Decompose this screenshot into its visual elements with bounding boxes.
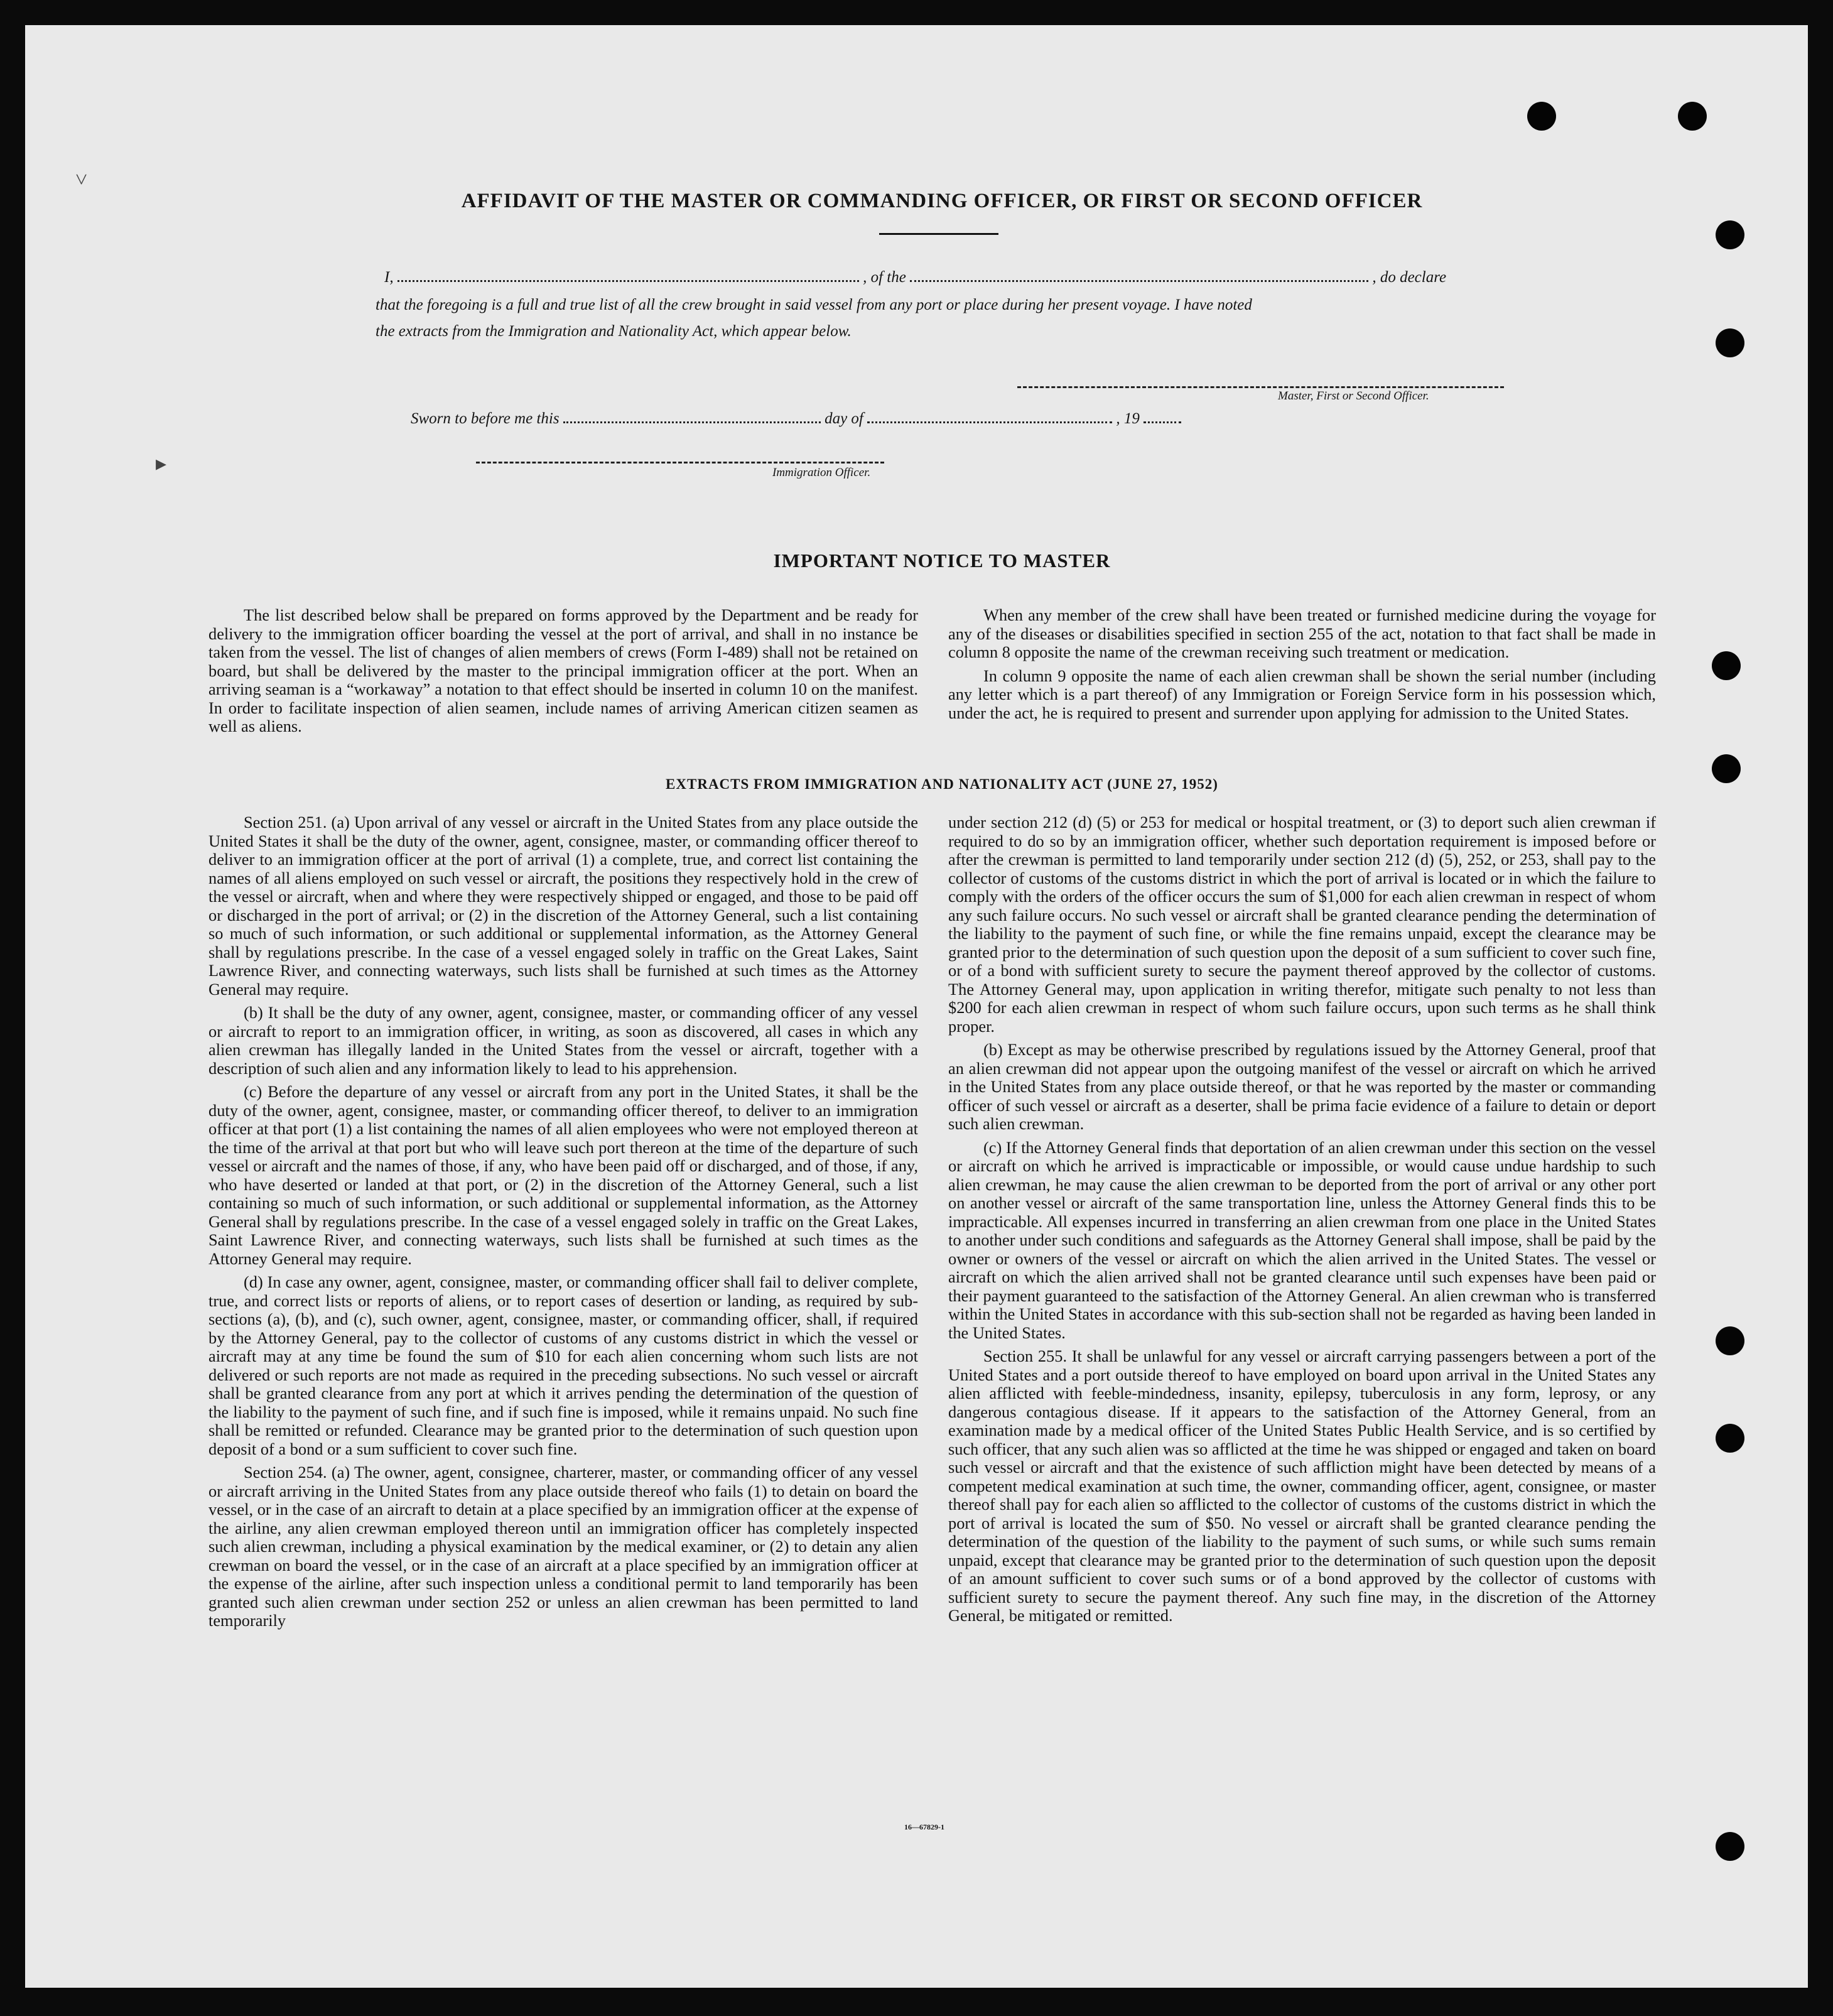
declaration-text-2: the extracts from the Immigration and Nationality Act, which appear below. [376,323,852,340]
section-251b: (b) It shall be the duty of any owner, agent, consignee, master, or commanding officer of any vessel or aircraft to report to an immigration officer, in writing, as soon as discovered, all cases in which any alien crewman has illegally landed in the United States from the vessel or aircraft, together with a description of such alien and any information likely to lead to his apprehension. [208,1003,918,1078]
section-254c: (c) If the Attorney General finds that deportation of an alien crewman under this section on the vessel or aircraft on which he arrived is impracticable or impossible, or would cause undue hardship to such alien crewman, he may cause the alien crewman to be deported from the port of arrival or any other port on another vessel or aircraft of the same transportation line, unless the Attorney General finds this to be impracticable. All expenses incurred in transferring an alien crewman from one place in the United States to another under such conditions and safeguards as the Attorney General shall impose, shall be paid by the owner or owners of the vessel or aircraft on which the alien arrived in the United States. The vessel or aircraft on which the alien arrived shall not be granted clearance until such expenses have been paid or their payment guaranteed to the satisfaction of the Attorney General. An alien crewman who is transferred within the United States in accordance with this sub-section shall not be regarded as having been landed in the United States. [948,1137,1656,1342]
sworn-place-field[interactable] [563,419,821,423]
notice-paragraph: In column 9 opposite the name of each alien crewman shall be shown the serial number (including any letter which is a part thereof) of any Immigration or Foreign Service form in his possession which, under the act, he is required to present and surrender upon applying for admission to the United States. [948,666,1656,722]
master-signature-label: Master, First or Second Officer. [1278,389,1429,403]
punch-hole [1716,1832,1744,1861]
punch-hole [1716,1424,1744,1453]
notice-title: IMPORTANT NOTICE TO MASTER [773,550,1111,572]
punch-hole [1716,1326,1744,1355]
year-prefix: , 19 [1116,410,1140,427]
sworn-date-field[interactable] [867,419,1112,423]
declarant-name-field[interactable] [397,278,859,282]
declaration-text-1: that the foregoing is a full and true list of all the crew brought in said vessel from any port or place during her present voyage. I have noted [376,296,1252,313]
declaration-line [384,269,1446,286]
sworn-line [411,410,1181,428]
extracts-title: EXTRACTS FROM IMMIGRATION AND NATIONALITY ACT (JUNE 27, 1952) [666,776,1218,792]
punch-hole [1712,651,1741,680]
notice-paragraph: When any member of the crew shall have been treated or furnished medicine during the voyage for any of the diseases or disabilities specified in section 255 of the act, notation to that fact shall be made in column 8 opposite the name of the crewman receiving such treatment or medication. [948,605,1656,661]
margin-mark: ˅ [75,168,88,192]
day-of-text: day of [825,410,863,427]
section-251c: (c) Before the departure of any vessel or aircraft from any port in the United States, it shall be the duty of the owner, agent, consignee, master, or commanding officer thereof, to deliver to an immigration officer at that port (1) a list containing the names of all alien employees who were not employed thereon at the time of the arrival at that port but who will leave such port thereon at the time of the departure of such vessel or aircraft and the names of those, if any, who have been paid off or discharged, and of those, if any, who have deserted or landed at that port, or (2) in the discretion of the Attorney General, such a list containing so much of such information, or such additional or supplemental information, as the Attorney General shall by regulations prescribe. In the case of a vessel engaged solely in traffic on the Great Lakes, Saint Lawrence River, and connecting waterways, such lists shall be furnished at such times as the Attorney General may require. [208,1082,918,1268]
section-254a: Section 254. (a) The owner, agent, consignee, charterer, master, or commanding officer of any vessel or aircraft arriving in the United States from any place outside thereof who fails (1) to detain on board the vessel, or in the case of an aircraft to detain at a place specified by an immigration officer at the expense of the airline, any alien crewman employed thereon until an immigration officer has completely inspected such alien crewman, including a physical examination by the medical examiner, or (2) to detain any alien crewman on board the vessel, or in the case of an aircraft at a place specified by an immigration officer at the expense of the airline, after such inspection unless a conditional permit to land temporarily has been granted such alien crewman under section 252 or unless an alien crewman has been permitted to land temporarily [208,1463,918,1630]
notice-right-column [948,606,1656,727]
officer-signature-line[interactable] [476,462,884,463]
punch-hole [1716,220,1744,249]
punch-hole [1716,328,1744,357]
sworn-text: Sworn to before me this [411,410,560,427]
section-251a: Section 251. (a) Upon arrival of any vessel or aircraft in the United States from any place outside the United States it shall be the duty of the owner, agent, consignee, master, or commanding officer thereof to deliver to an immigration officer at the port of arrival (1) a complete, true, and correct list containing the names of all aliens employed on such vessel or aircraft, the positions they respectively hold in the crew of the vessel or aircraft, when and where they were respectively shipped or engaged, and those to be paid off or discharged in the port of arrival; or (2) in the discretion of the Attorney General, such a list containing so much of such information, or such additional or supplemental information, as the Attorney General shall by regulations prescribe. In the case of a vessel engaged solely in traffic on the Great Lakes, Saint Lawrence River, and connecting waterways, such lists shall be furnished at such times as the Attorney General may require. [208,813,918,999]
vessel-name-field[interactable] [910,278,1368,282]
affidavit-title: AFFIDAVIT OF THE MASTER OR COMMANDING OFFICER, OR FIRST OR SECOND OFFICER [461,190,1423,212]
extracts-right-column [948,813,1656,1630]
declarant-prefix: I, [384,269,394,286]
punch-hole [1712,754,1741,783]
punch-hole [1527,102,1556,131]
officer-signature-label: Immigration Officer. [772,466,871,479]
section-255: Section 255. It shall be unlawful for any vessel or aircraft carrying passengers between a port of the United States and a port outside thereof to have employed on board upon arrival in the United States any alien afflicted with feeble-mindedness, insanity, epilepsy, tuberculosis in any form, leprosy, or any dangerous contagious disease. If it appears to the satisfaction of the Attorney General, from an examination made by a medical officer of the United States Public Health Service, and is so certified by such officer, that any such alien was so afflicted at the time he was shipped or engaged and taken on board such vessel or aircraft and that the existence of such affliction might have been detected by means of a competent medical examination at such time, the owner, commanding officer, agent, consignee, or master thereof shall pay for each alien so afflicted to the collector of customs of the customs district in which the port of arrival is located the sum of $50. No vessel or aircraft shall be granted clearance pending the determination of the question of the liability to the payment of such sums, or while such sums remain unpaid, except that clearance may be granted prior to the determination of such question upon the deposit of an amount sufficient to cover such sums or of a bond approved by the collector of customs with sufficient surety to secure the payment thereof. Any such fine may, in the discretion of the Attorney General, be mitigated or remitted. [948,1347,1656,1625]
sworn-year-field[interactable] [1144,419,1181,423]
section-254a-cont: under section 212 (d) (5) or 253 for medical or hospital treatment, or (3) to deport such alien crewman if required to do so by an immigration officer, whether such deportation requirement is imposed before or after the crewman is permitted to land temporarily under section 212 (d) (5), 252, or 253, shall pay to the collector of customs of the customs district in which the port of arrival is located or in which the failure to comply with the orders of the officer occurs the sum of $1,000 for each alien crewman in respect of whom any such failure occurs. No such vessel or aircraft shall be granted clearance pending the determination of the liability to the payment of such fine, or while the fine remains unpaid, except the clearance may be granted prior to the determination of such question upon the deposit of a sum sufficient to cover such fine, or of a bond with sufficient surety to secure the payment thereof approved by the collector of customs. The Attorney General may, upon application in writing therefor, mitigate such penalty to not less than $200 for each alien crewman in respect of whom such failure occurs, upon such terms as he shall think proper. [948,813,1656,1036]
form-number: 16—67829-1 [904,1823,944,1831]
notice-left-column [208,606,918,741]
master-signature-line[interactable] [1017,386,1504,388]
form-page [25,25,1808,1988]
section-254b: (b) Except as may be otherwise prescribed by regulations issued by the Attorney General, proof that an alien crewman did not appear upon the outgoing manifest of the vessel or aircraft on which he arrived in the United States from any place outside thereof, or that he was reported by the master or commanding officer of such vessel or aircraft as a deserter, shall be prima facie evidence of a failure to detain or deport such alien crewman. [948,1040,1656,1133]
punch-hole [1678,102,1707,131]
section-251d: (d) In case any owner, agent, consignee, master, or commanding officer shall fail to deliver complete, true, and correct lists or reports of aliens, or to report cases of desertion or landing, as required by sub-sections (a), (b), and (c), such owner, agent, consignee, master, or commanding officer, shall, if required by the Attorney General, pay to the collector of customs of any customs district in which the vessel or aircraft may at any time be found the sum of $10 for each alien concerning whom such lists are not delivered or such reports are not made as required in the preceding subsections. No such vessel or aircraft shall be granted clearance from any port at which it arrives pending the determination of the question of the liability to the payment of such fine, and if such fine is imposed, while it remains unpaid. No such fine shall be remitted or refunded. Clearance may be granted prior to the determination of such question upon deposit of a bond or a sum sufficient to cover such fine. [208,1272,918,1458]
of-the-text: , of the [863,269,906,286]
notice-paragraph: The list described below shall be prepared on forms approved by the Department and be ready for delivery to the immigration officer boarding the vessel at the port of arrival, and shall in no instance be taken from the vessel. The list of changes of alien members of crews (Form I-489) shall not be retained on board, but shall be delivered by the master to the principal immigration officer at the port. When an arriving seaman is a “workaway” a notation to that effect should be inserted in column 10 on the manifest. In order to facilitate inspection of alien seamen, include names of arriving American citizen seamen as well as aliens. [208,605,918,735]
do-declare-text: , do declare [1372,269,1447,286]
margin-mark: ▸ [156,452,167,475]
extracts-left-column [208,813,918,1635]
title-underline [879,233,998,235]
